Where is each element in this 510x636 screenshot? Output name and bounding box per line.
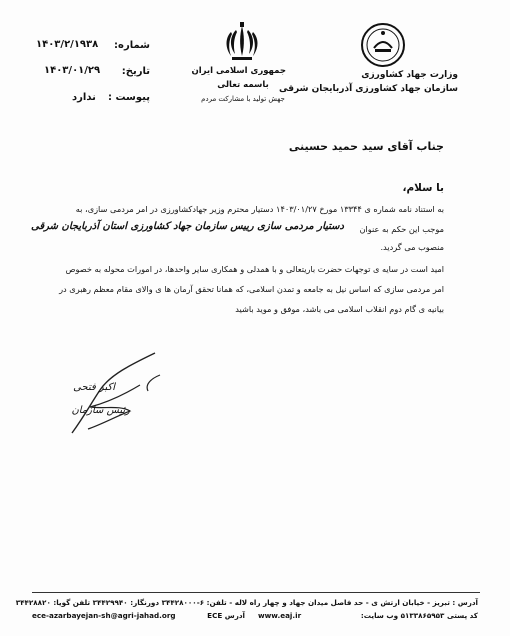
appointment-title: دستیار مردمی سازی رییس سازمان جهاد کشاورزی استان آذربایجان شرقی xyxy=(31,221,344,232)
date-value: ۱۴۰۳/۰۱/۲۹ xyxy=(44,65,101,76)
attachment-label: پیوست : xyxy=(107,92,150,103)
number-value: ۱۴۰۳/۲/۱۹۳۸ xyxy=(36,39,99,50)
republic-heading: جمهوری اسلامی ایران xyxy=(191,66,286,76)
footer-divider xyxy=(32,592,480,593)
number-label: شماره: xyxy=(114,40,150,51)
signer-name: اکبر فتحی xyxy=(73,382,115,393)
footer-website: www.eaj.ir xyxy=(258,611,302,620)
para1-line3: منصوب می گردید. xyxy=(380,242,444,252)
para1-line1: به استناد نامه شماره ی ۱۳۳۴۴ مورخ ۱۴۰۳/۰۱/۲۷ دستیار محترم وزیر جهادکشاورزی در امر مردمی سازی، به xyxy=(75,204,444,214)
para2-line2: امر مردمی سازی که اساس نیل به جامعه و تمدن اسلامی، که همانا تحقق آرمان ها ی والای مقام معظم رهبری در xyxy=(59,284,444,294)
jahad-logo-icon xyxy=(360,22,406,68)
ministry-name: وزارت جهاد کشاورزی xyxy=(361,70,458,80)
iran-emblem-icon xyxy=(222,22,262,64)
para2-line1: امید است در سایه ی توجهات حضرت باریتعالی و با همدلی و همکاری سایر واحدها، در امورات محوله به خصوص xyxy=(65,264,444,274)
organization-name: سازمان جهاد کشاورزی آذربایجان شرقی xyxy=(279,84,458,94)
signer-title: رئیس سازمان xyxy=(71,405,130,416)
footer-email: ece-azarbayejan-sh@agri-jahad.org xyxy=(32,611,176,620)
basmala-heading: باسمه تعالی xyxy=(217,80,269,90)
attachment-value: ندارد xyxy=(72,92,96,103)
para2-line3: بیانیه ی گام دوم انقلاب اسلامی می باشد، موفق و موید باشید xyxy=(235,304,444,314)
footer-postal: کد پستی ۵۱۳۳۸۶۵۹۵۳ وب سایت: xyxy=(360,611,478,620)
greeting: با سلام، xyxy=(402,182,444,194)
date-label: تاریخ: xyxy=(121,66,150,77)
para1-line2-prefix: موجب این حکم به عنوان xyxy=(359,224,444,234)
addressee: جناب آقای سید حمید حسینی xyxy=(288,140,444,153)
slogan-text: جهش تولید با مشارکت مردم xyxy=(201,95,285,103)
footer-email-label: آدرس ECE xyxy=(207,611,245,620)
footer-address: آدرس : تبریز - خیابان ارتش ی - حد فاصل میدان جهاد و چهار راه لاله - تلفن: ۶-۳۴۴۲۸۰۰۰ دورنگار: ۳۴۴۲۹۹۴۰ تلفن گویا: ۳۴۴۲۸۸۲۰ xyxy=(15,598,478,607)
